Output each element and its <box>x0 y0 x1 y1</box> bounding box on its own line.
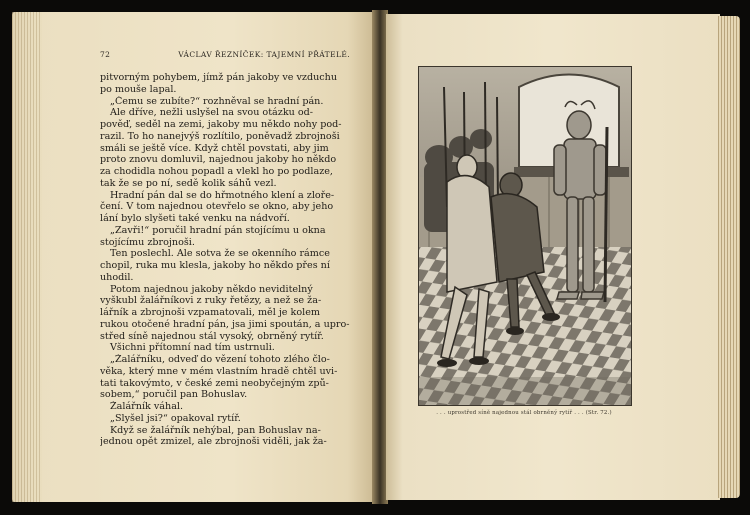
text-line: Žalářník váhal. <box>110 401 184 412</box>
text-line: po mouše lapal. <box>100 83 177 95</box>
running-head: VÁCLAV ŘEZNÍČEK: TAJEMNÍ PŘÁTELÉ. <box>178 50 350 59</box>
text-line: „Žalářníku, odveď do vězení tohoto zlého člo- <box>110 354 330 365</box>
illustration-drawing <box>419 67 631 405</box>
page-header <box>100 50 350 59</box>
text-line: čení. V tom najednou otevřelo se okno, aby jeho <box>100 201 334 213</box>
text-line: tati takovýmto, v české zemi neobyčejným způ- <box>100 377 329 389</box>
text-line: „Čemu se zubíte?“ rozhněval se hradní pán. <box>110 95 324 107</box>
text-line: Potom najednou jakoby někdo neviditelný <box>110 283 313 295</box>
text-line: stojícímu zbrojnoši. <box>100 236 195 248</box>
text-line: proto znovu domluvil, najednou jakoby ho někdo <box>100 154 337 166</box>
text-line: pověď, seděl na zemi, jakoby mu někdo nohy pod- <box>100 119 342 130</box>
illustration <box>418 66 632 406</box>
text-line: Ale dříve, nežli uslyšel na svou otázku od- <box>110 107 314 119</box>
text-line: Všichni přítomní nad tím ustrnuli. <box>110 342 275 354</box>
text-line: střed síně najednou stál vysoký, obrněný rytíř. <box>100 330 324 342</box>
text-line: pitvorným pohybem, jímž pán jakoby ve vzduchu <box>100 72 338 83</box>
text-line: sobem,“ poručil pan Bohuslav. <box>100 389 248 401</box>
text-line: „Zavři!“ poručil hradní pán stojícímu u okna <box>110 224 326 236</box>
illustration-caption: . . . uprostřed síně najednou stál obrněný rytíř . . . (Str. 72.) <box>436 410 612 416</box>
text-line: rukou otočené hradní pán, jsa jimi spoután, a upro- <box>100 318 350 330</box>
text-line: vyškubl žalářníkovi z ruky řetězy, a než se ža- <box>100 295 322 307</box>
text-line: věka, který mne v mém vlastním hradě chtěl uvi- <box>100 365 338 377</box>
text-line: smáli se ještě více. Když chtěl povstati, aby jim <box>100 142 329 154</box>
text-line: tak že se po ní, sedě kolik sáhů vezl. <box>100 177 277 189</box>
text-line: lání bylo slyšeti také venku na nádvoří. <box>100 213 290 224</box>
text-line: za chodidla nohou popadl a vlekl ho po podlaze, <box>100 166 333 177</box>
text-line: uhodil. <box>100 271 134 283</box>
text-line: jednou opět zmizel, ale zbrojnoši viděli, jak ža- <box>100 436 327 448</box>
page-number: 72 <box>100 50 111 59</box>
body-text <box>100 72 352 448</box>
text-line: Ten poslechl. Ale sotva že se okenního rámce <box>110 248 330 260</box>
text-line: Když se žalářník nehýbal, pan Bohuslav na- <box>110 424 321 436</box>
text-line: „Slyšel jsi?“ opakoval rytíř. <box>110 412 241 424</box>
text-line: razil. To ho nanejvýš rozlítilo, poněvadž zbrojnoši <box>100 130 340 142</box>
page-edges <box>718 16 740 498</box>
text-line: chopil, ruka mu klesla, jakoby ho někdo přes ní <box>100 260 330 271</box>
text-line: Hradní pán dal se do hřmotného klení a zlořе- <box>110 189 335 201</box>
text-line: lářník a zbrojnoši vzpamatovali, měl je kolem <box>100 307 320 318</box>
